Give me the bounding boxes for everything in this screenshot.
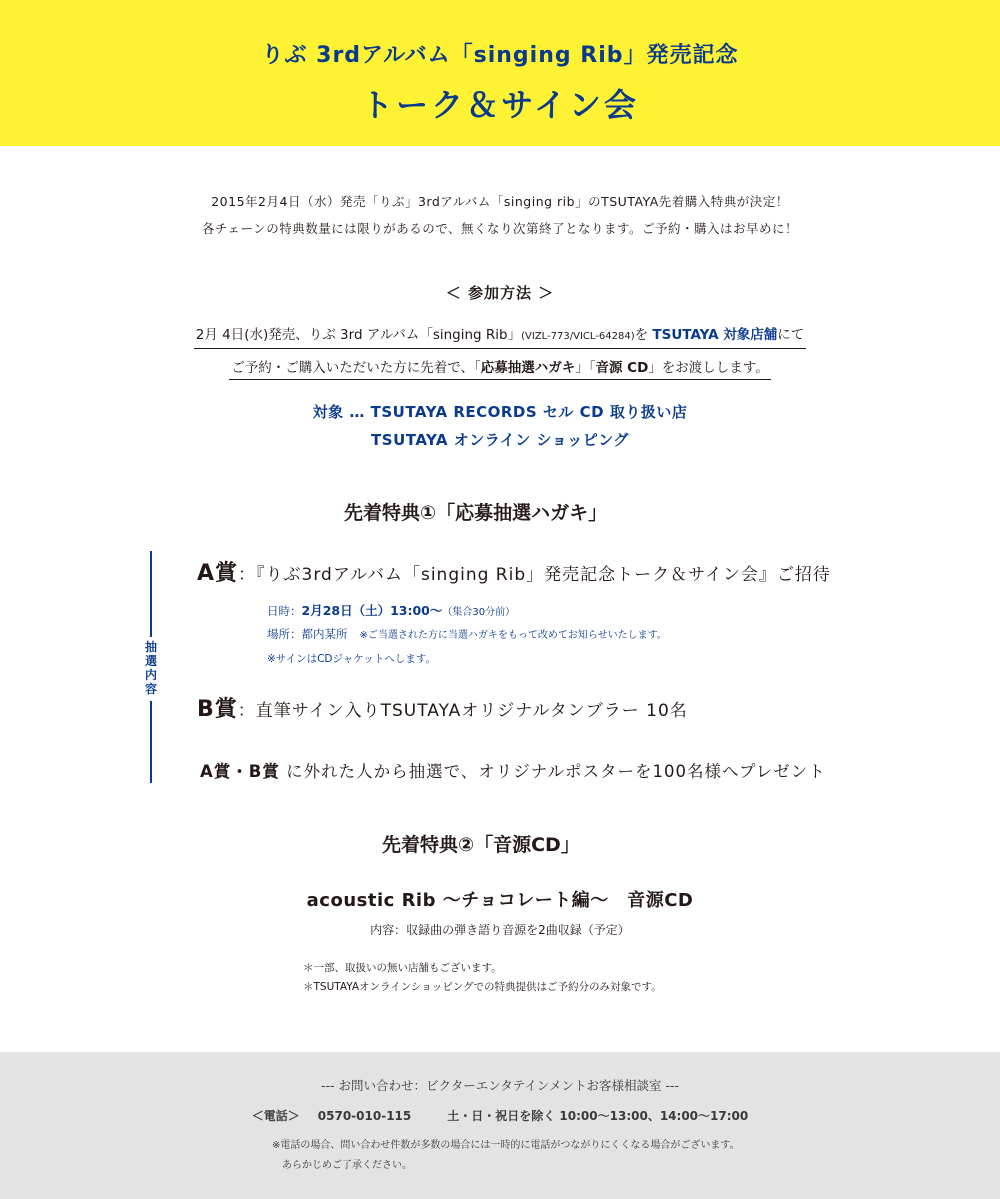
cd-contents: 内容：収録曲の弾き語り音源を2曲収録（予定） <box>370 923 630 937</box>
consolation-prize <box>200 758 826 782</box>
perk2-note-2: ＊TSUTAYAオンラインショッピングでの特典提供はご予約分のみ対象です。 <box>303 981 662 993</box>
method-line1-b: を <box>634 327 653 343</box>
method-line-1 <box>194 324 807 349</box>
perk2-heading-text: 先着特典②「音源CD」 <box>382 834 580 856</box>
method-item-postcard: 応募抽選ハガキ <box>480 360 576 376</box>
target-store-link[interactable]: TSUTAYA 対象店舗 <box>652 327 778 343</box>
target-line-2: TSUTAYA オンライン ショッピング <box>371 431 629 449</box>
method-heading: ＜ 参加方法 ＞ <box>445 284 555 302</box>
title-banner <box>0 0 1000 146</box>
method-line1-a: 2月 4日(水)発売、りぶ 3rd アルバム「singing Rib」 <box>195 327 522 343</box>
consolation-text: に外れた人から抽選で、オリジナルポスターを100名様へプレゼント <box>279 762 826 781</box>
contact-note-2: あらかじめご了承ください。 <box>272 1160 412 1171</box>
contact-heading: --- お問い合わせ：ビクターエンタテインメントお客様相談室 --- <box>320 1078 679 1093</box>
banner-title: トーク＆サイン会 <box>361 86 639 124</box>
intro-line-2: 各チェーンの特典数量には限りがあるので、無くなり次第終了となります。ご予約・購入はお早めに！ <box>201 221 799 236</box>
method-line-2 <box>229 357 770 380</box>
date-value: 2月28日（土）13:00～ <box>301 603 443 618</box>
date-note: （集合30分前） <box>442 607 516 618</box>
intro-line-1: 2015年2月4日（水）発売「りぶ」3rdアルバム「singing rib」のTSUTAYA先着購入特典が決定！ <box>211 194 789 209</box>
lottery-side-label: 抽選内容 <box>144 640 157 696</box>
prize-b-text: ：直筆サイン入りTSUTAYAオリジナルタンブラー 10名 <box>237 701 688 721</box>
method-text <box>0 321 1000 385</box>
perk1-heading-text: 先着特典①「応募抽選ハガキ」 <box>344 502 608 524</box>
prize-b <box>197 692 688 723</box>
intro-text <box>0 188 1000 242</box>
perk2-heading <box>374 830 588 857</box>
side-bar-top <box>150 551 152 637</box>
place-note: ※ご当選された方に当選ハガキをもって改めてお知らせいたします。 <box>359 630 667 641</box>
contact-phone-line <box>0 1107 1000 1124</box>
perk1-heading <box>336 498 615 525</box>
date-label: 日時： <box>267 604 302 618</box>
prize-b-label: B賞 <box>197 697 238 722</box>
method-line1-c: にて <box>777 327 805 343</box>
method-line2-c: 」をお渡しします。 <box>648 360 769 376</box>
prize-a <box>197 556 831 587</box>
product-code: (VIZL-773/VICL-64284) <box>521 331 635 342</box>
event-date <box>267 601 515 619</box>
method-line2-mid: 」「 <box>575 360 596 376</box>
contact-notes <box>272 1136 740 1176</box>
cd-title: acoustic Rib ～チョコレート編～ 音源CD <box>306 890 694 911</box>
phone-label: ＜電話＞ <box>251 1109 300 1123</box>
side-bar-bottom <box>150 701 152 783</box>
method-line2-a: ご予約・ご購入いただいた方に先着で、「 <box>231 360 481 376</box>
prize-a-label: A賞 <box>197 561 239 586</box>
event-place <box>267 626 667 642</box>
perk2-note-1: ＊一部、取扱いの無い店舗もございます。 <box>303 962 502 974</box>
phone-number[interactable]: 0570-010-115 <box>317 1109 412 1123</box>
target-line-1: 対象 … TSUTAYA RECORDS セル CD 取り扱い店 <box>312 403 688 421</box>
contact-footer <box>0 1052 1000 1199</box>
phone-hours: 土・日・祝日を除く 10:00～13:00、14:00～17:00 <box>447 1109 749 1123</box>
prize-a-text: ：『りぶ3rdアルバム「singing Rib」発売記念トーク＆サイン会』ご招待 <box>238 565 831 585</box>
consolation-bold: A賞・B賞 <box>200 762 280 781</box>
method-item-cd: 音源 CD <box>595 360 649 376</box>
place-label: 場所：都内某所 <box>267 627 348 641</box>
banner-subtitle: りぶ 3rdアルバム「singing Rib」発売記念 <box>261 43 739 68</box>
sign-note: ※サインはCDジャケットへします。 <box>267 653 436 665</box>
contact-note-1: ※電話の場合、問い合わせ件数が多数の場合には一時的に電話がつながりにくくなる場合がございます。 <box>272 1140 740 1151</box>
perk2-notes <box>303 959 662 997</box>
target-stores <box>0 398 1000 454</box>
